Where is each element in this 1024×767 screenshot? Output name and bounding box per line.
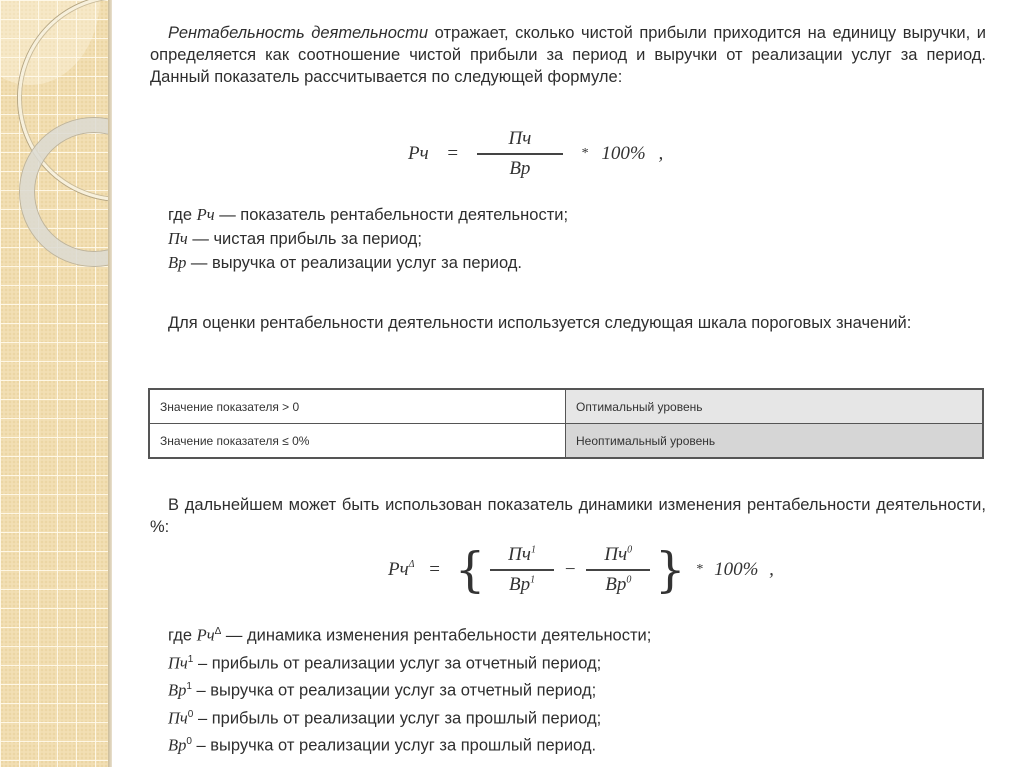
fraction-numerator (586, 544, 650, 566)
formula1-eq: = (447, 142, 459, 164)
fraction-bar (586, 569, 650, 571)
table-row (149, 389, 983, 424)
definition-text: – выручка от реализации услуг за прошлый период. (191, 736, 597, 755)
intro-text: отражает, сколько чистой прибыли приходится на единицу выручки, и определяется как соотношение чистой прибыли за период и выручки от реализации услуг за период. Данный показатель рассчитывается по следующей формуле: (150, 24, 986, 86)
table-cell-condition: Значение показателя > 0 (149, 389, 566, 424)
formula2-frac2-num: Пч (604, 544, 628, 565)
formula1-lhs: Рч (408, 142, 429, 164)
formula-dynamics (388, 541, 774, 598)
definition-sup: Δ (214, 626, 222, 637)
definitions-list-1 (168, 203, 568, 275)
formula1-numerator: Пч (508, 128, 532, 149)
formula2-lhs-sup: Δ (408, 558, 415, 570)
definition-item (168, 703, 651, 731)
intro-paragraph (150, 22, 986, 88)
definition-text: — чистая прибыль за период; (187, 230, 422, 248)
fraction-bar (490, 569, 554, 571)
formula1-factor: 100% (601, 142, 646, 164)
table-cell-condition: Значение показателя ≤ 0% (149, 424, 566, 459)
formula1-tail: , (658, 142, 664, 164)
definition-item (168, 203, 568, 227)
definition-symbol: Рч (196, 205, 215, 224)
formula2-frac2-den-sup: 0 (626, 574, 632, 586)
formula2-frac1-num: Пч (508, 544, 531, 565)
formula2-tail: , (769, 558, 774, 580)
fraction-bar (477, 153, 563, 155)
definition-text: – прибыль от реализации услуг за отчетный период; (193, 654, 602, 672)
formula2-factor: 100% (714, 558, 759, 580)
definition-symbol: Вр (168, 253, 187, 272)
formula2-frac1-den: Вр (509, 573, 531, 595)
formula1-denominator: Вр (509, 157, 531, 179)
fraction-numerator (490, 544, 554, 566)
definition-text: — показатель рентабельности деятельности; (214, 206, 569, 224)
scale-intro-paragraph: Для оценки рентабельности деятельности используется следующая шкала пороговых значений: (168, 314, 912, 332)
definition-symbol: Рч (196, 625, 215, 645)
definition-item (168, 675, 651, 703)
threshold-scale-table (148, 388, 984, 459)
formula2-fraction-1 (490, 544, 554, 596)
definition-item (168, 620, 651, 648)
definition-symbol: Вр (168, 680, 187, 700)
definition-prefix: где (168, 206, 197, 224)
formula1-fraction (477, 128, 563, 180)
definition-text: — выручка от реализации услуг за период. (186, 254, 523, 272)
definition-item (168, 648, 651, 676)
definition-text: – выручка от реализации услуг за отчетный период; (191, 681, 597, 700)
fraction-denominator (586, 574, 650, 596)
formula2-frac2-den: Вр (605, 573, 627, 595)
fraction-denominator (490, 574, 554, 596)
table-cell-level: Оптимальный уровень (566, 389, 984, 424)
formula1-times: * (581, 145, 589, 161)
definition-symbol: Пч (168, 229, 188, 248)
formula-profitability (408, 128, 663, 180)
intro-term: Рентабельность деятельности (168, 24, 429, 42)
formula2-open-brace: { (454, 541, 486, 598)
formula2-minus: − (564, 558, 576, 580)
formula2-frac2-num-sup: 0 (627, 544, 633, 556)
formula2-frac1-num-sup: 1 (530, 544, 536, 556)
definition-sup: 1 (187, 653, 194, 665)
table-cell-level: Неоптимальный уровень (566, 424, 984, 459)
definitions-list-2 (168, 620, 651, 758)
definition-item (168, 227, 568, 251)
definition-text: — динамика изменения рентабельности деятельности; (221, 626, 652, 645)
dynamics-intro-paragraph: В дальнейшем может быть использован показатель динамики изменения рентабельности деятельности, %: (150, 496, 986, 536)
document-page (112, 0, 1024, 767)
formula2-frac1-den-sup: 1 (530, 574, 536, 586)
definition-symbol: Пч (168, 653, 188, 672)
formula2-fraction-2 (586, 544, 650, 596)
definition-sup: 1 (186, 681, 192, 692)
formula2-close-brace: } (655, 541, 686, 598)
decorative-side-strip (0, 0, 108, 767)
formula2-times: * (696, 561, 704, 577)
definition-prefix: где (168, 626, 197, 645)
formula2-lhs: Рч (388, 558, 409, 580)
definition-sup: 0 (186, 736, 192, 747)
formula2-eq: = (429, 558, 441, 580)
definition-text: – прибыль от реализации услуг за прошлый период; (193, 709, 602, 727)
definition-item (168, 251, 568, 275)
definition-symbol: Пч (168, 708, 188, 727)
definition-item (168, 730, 651, 758)
definition-symbol: Вр (168, 735, 187, 755)
table-row (149, 424, 983, 459)
definition-sup: 0 (187, 708, 194, 720)
